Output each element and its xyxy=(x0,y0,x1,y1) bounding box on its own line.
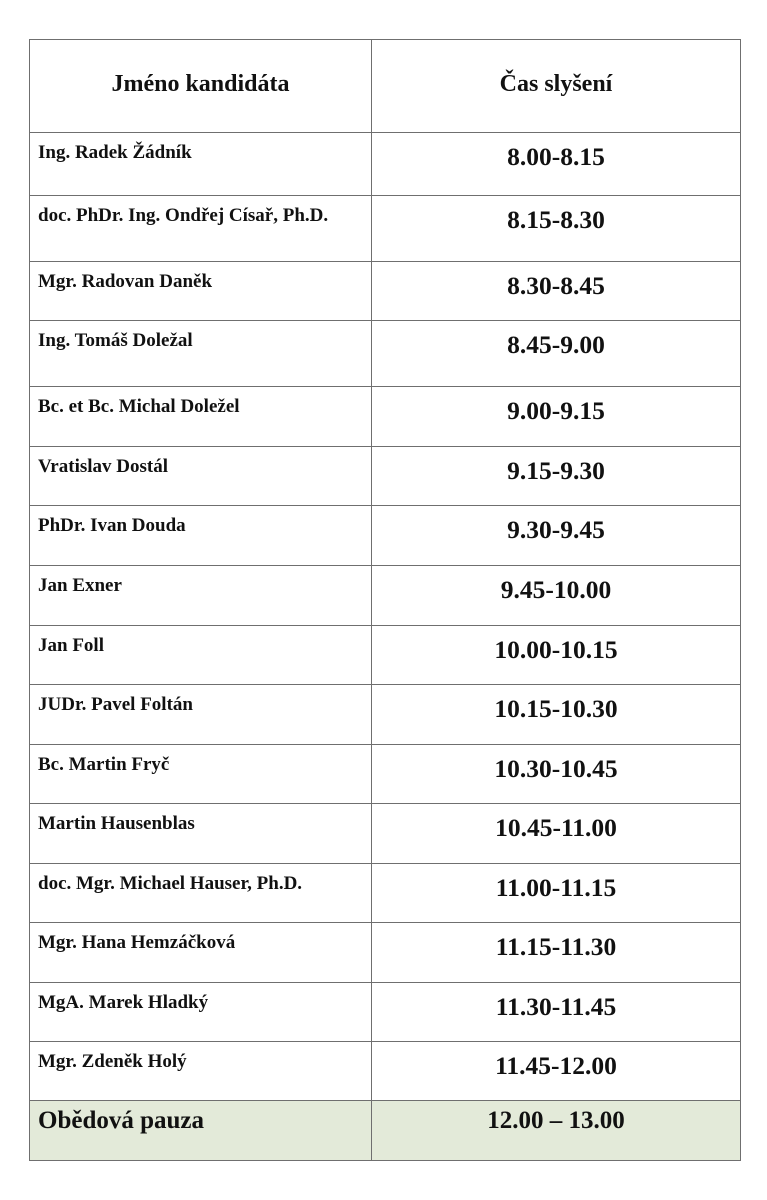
hearing-time: 9.00-9.15 xyxy=(372,387,741,447)
candidate-name: Mgr. Radovan Daněk xyxy=(30,262,372,321)
hearing-time: 8.30-8.45 xyxy=(372,262,741,321)
candidate-name: JUDr. Pavel Foltán xyxy=(30,685,372,745)
hearing-time: 10.45-11.00 xyxy=(372,804,741,864)
table-row xyxy=(30,196,741,262)
candidate-name: Jan Exner xyxy=(30,566,372,626)
hearing-time: 10.30-10.45 xyxy=(372,745,741,804)
lunch-break-row xyxy=(30,1101,741,1161)
table-row xyxy=(30,566,741,626)
candidate-name: Jan Foll xyxy=(30,626,372,685)
table-row xyxy=(30,923,741,983)
hearing-time: 9.15-9.30 xyxy=(372,447,741,506)
hearing-time: 8.00-8.15 xyxy=(372,133,741,196)
table-row xyxy=(30,447,741,506)
hearing-time: 9.45-10.00 xyxy=(372,566,741,626)
candidate-name: Bc. Martin Fryč xyxy=(30,745,372,804)
candidate-name: Ing. Radek Žádník xyxy=(30,133,372,196)
table-row xyxy=(30,804,741,864)
lunch-break-label: Obědová pauza xyxy=(30,1101,372,1161)
table-row xyxy=(30,506,741,566)
hearing-time: 11.15-11.30 xyxy=(372,923,741,983)
candidate-name: Ing. Tomáš Doležal xyxy=(30,321,372,387)
hearing-schedule-table xyxy=(29,39,741,1161)
header-hearing-time-label: Čas slyšení xyxy=(499,70,613,97)
table-header-row xyxy=(30,40,741,133)
table-row xyxy=(30,321,741,387)
table-row xyxy=(30,1042,741,1101)
lunch-break-time: 12.00 – 13.00 xyxy=(372,1101,741,1161)
table-row xyxy=(30,387,741,447)
header-candidate-name-label: Jméno kandidáta xyxy=(111,70,290,97)
candidate-name: Bc. et Bc. Michal Doležel xyxy=(30,387,372,447)
table-row xyxy=(30,626,741,685)
candidate-name: Mgr. Zdeněk Holý xyxy=(30,1042,372,1101)
hearing-time: 11.45-12.00 xyxy=(372,1042,741,1101)
hearing-time: 8.45-9.00 xyxy=(372,321,741,387)
header-candidate-name xyxy=(30,40,372,133)
candidate-name: doc. Mgr. Michael Hauser, Ph.D. xyxy=(30,864,372,923)
table-row xyxy=(30,133,741,196)
table-row xyxy=(30,864,741,923)
hearing-time: 9.30-9.45 xyxy=(372,506,741,566)
hearing-time: 11.30-11.45 xyxy=(372,983,741,1042)
header-hearing-time xyxy=(372,40,741,133)
table-row xyxy=(30,262,741,321)
candidate-name: Vratislav Dostál xyxy=(30,447,372,506)
table-row xyxy=(30,745,741,804)
hearing-time: 10.15-10.30 xyxy=(372,685,741,745)
candidate-name: PhDr. Ivan Douda xyxy=(30,506,372,566)
candidate-name: Martin Hausenblas xyxy=(30,804,372,864)
candidate-name: MgA. Marek Hladký xyxy=(30,983,372,1042)
hearing-time: 10.00-10.15 xyxy=(372,626,741,685)
table-row xyxy=(30,685,741,745)
hearing-time: 8.15-8.30 xyxy=(372,196,741,262)
table-row xyxy=(30,983,741,1042)
candidate-name: Mgr. Hana Hemzáčková xyxy=(30,923,372,983)
hearing-time: 11.00-11.15 xyxy=(372,864,741,923)
candidate-name: doc. PhDr. Ing. Ondřej Císař, Ph.D. xyxy=(30,196,372,262)
